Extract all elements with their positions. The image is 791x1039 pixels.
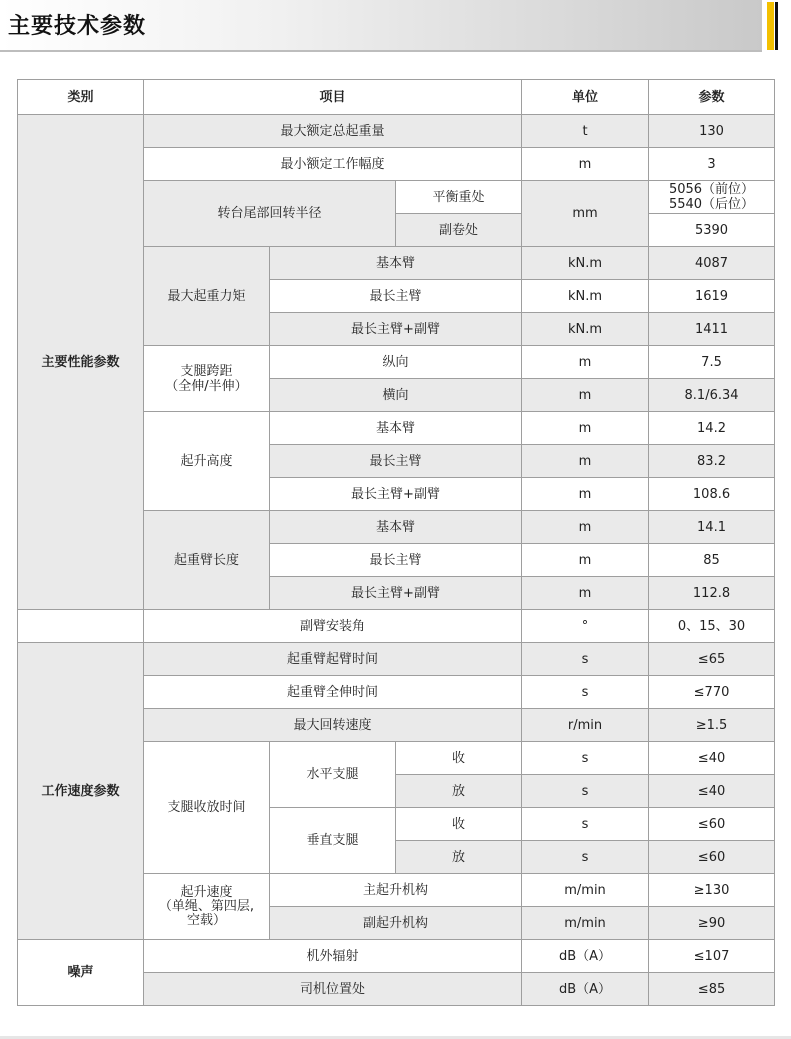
- row-value: 83.2: [649, 445, 775, 478]
- row-item: 最长主臂: [270, 280, 522, 313]
- row-value: 5390: [649, 214, 775, 247]
- row-value: ≤65: [649, 643, 775, 676]
- page-title: 主要技术参数: [8, 14, 147, 39]
- row-value: 5056（前位） 5540（后位）: [649, 181, 775, 214]
- accent-bar: [767, 2, 774, 50]
- row-unit: t: [522, 115, 649, 148]
- group-max-moment: 最大起重力矩: [144, 247, 270, 346]
- row-unit: m: [522, 346, 649, 379]
- row-item: 放: [396, 775, 522, 808]
- row-value: 7.5: [649, 346, 775, 379]
- row-item: 收: [396, 742, 522, 775]
- category-empty: [18, 610, 144, 643]
- group-tail-radius: 转台尾部回转半径: [144, 181, 396, 247]
- header-unit: 单位: [522, 80, 649, 115]
- row-unit: dB（A）: [522, 973, 649, 1006]
- row-value: ≤85: [649, 973, 775, 1006]
- row-item: 司机位置处: [144, 973, 522, 1006]
- row-item: 纵向: [270, 346, 522, 379]
- row-value: 130: [649, 115, 775, 148]
- row-value: ≥90: [649, 907, 775, 940]
- row-item: 平衡重处: [396, 181, 522, 214]
- row-unit: kN.m: [522, 313, 649, 346]
- row-item: 最长主臂: [270, 445, 522, 478]
- row-value: 0、15、30: [649, 610, 775, 643]
- row-unit: m: [522, 478, 649, 511]
- row-item: 机外辐射: [144, 940, 522, 973]
- row-item: 副卷处: [396, 214, 522, 247]
- table-row: [18, 610, 775, 643]
- group-vertical-leg: 垂直支腿: [270, 808, 396, 874]
- category-performance: 主要性能参数: [18, 115, 144, 610]
- category-noise: 噪声: [18, 940, 144, 1006]
- row-unit: mm: [522, 181, 649, 247]
- category-speed: 工作速度参数: [18, 643, 144, 940]
- group-lift-height: 起升高度: [144, 412, 270, 511]
- row-unit: m: [522, 379, 649, 412]
- row-value: 1411: [649, 313, 775, 346]
- row-item: 基本臂: [270, 511, 522, 544]
- header-value: 参数: [649, 80, 775, 115]
- table-row: [18, 643, 775, 676]
- group-horizontal-leg: 水平支腿: [270, 742, 396, 808]
- row-item: 最大回转速度: [144, 709, 522, 742]
- table-row: [18, 115, 775, 148]
- group-hoist-speed: 起升速度 （单绳、第四层, 空载）: [144, 874, 270, 940]
- row-value: ≥130: [649, 874, 775, 907]
- row-item: 最长主臂+副臂: [270, 313, 522, 346]
- row-value: 3: [649, 148, 775, 181]
- row-item: 副臂安装角: [144, 610, 522, 643]
- row-unit: s: [522, 808, 649, 841]
- row-unit: kN.m: [522, 247, 649, 280]
- row-value: ≤40: [649, 742, 775, 775]
- row-unit: m: [522, 445, 649, 478]
- row-unit: r/min: [522, 709, 649, 742]
- group-outrigger-time: 支腿收放时间: [144, 742, 270, 874]
- row-item: 最小额定工作幅度: [144, 148, 522, 181]
- accent-bar-dark: [775, 2, 778, 50]
- group-outrigger-span: 支腿跨距 （全伸/半伸）: [144, 346, 270, 412]
- row-unit: m: [522, 148, 649, 181]
- row-item: 基本臂: [270, 247, 522, 280]
- row-value: ≤40: [649, 775, 775, 808]
- row-item: 副起升机构: [270, 907, 522, 940]
- row-unit: m/min: [522, 907, 649, 940]
- row-item: 最大额定总起重量: [144, 115, 522, 148]
- row-value: 14.2: [649, 412, 775, 445]
- header-category: 类别: [18, 80, 144, 115]
- row-unit: s: [522, 775, 649, 808]
- row-value: ≤60: [649, 808, 775, 841]
- row-item: 基本臂: [270, 412, 522, 445]
- row-value: 8.1/6.34: [649, 379, 775, 412]
- table-row: [18, 940, 775, 973]
- row-value: ≤770: [649, 676, 775, 709]
- row-value: 4087: [649, 247, 775, 280]
- row-item: 放: [396, 841, 522, 874]
- row-item: 最长主臂: [270, 544, 522, 577]
- row-item: 最长主臂+副臂: [270, 478, 522, 511]
- row-unit: dB（A）: [522, 940, 649, 973]
- row-unit: s: [522, 643, 649, 676]
- row-unit: m: [522, 511, 649, 544]
- row-unit: m: [522, 544, 649, 577]
- row-unit: s: [522, 742, 649, 775]
- row-value: ≤60: [649, 841, 775, 874]
- row-unit: °: [522, 610, 649, 643]
- row-item: 横向: [270, 379, 522, 412]
- row-item: 主起升机构: [270, 874, 522, 907]
- row-value: 1619: [649, 280, 775, 313]
- row-item: 起重臂全伸时间: [144, 676, 522, 709]
- row-value: ≥1.5: [649, 709, 775, 742]
- group-boom-length: 起重臂长度: [144, 511, 270, 610]
- row-unit: kN.m: [522, 280, 649, 313]
- row-unit: s: [522, 676, 649, 709]
- row-value: 14.1: [649, 511, 775, 544]
- row-unit: m: [522, 577, 649, 610]
- row-item: 最长主臂+副臂: [270, 577, 522, 610]
- row-unit: m/min: [522, 874, 649, 907]
- page-header: [0, 0, 762, 52]
- row-unit: s: [522, 841, 649, 874]
- row-value: 108.6: [649, 478, 775, 511]
- row-unit: m: [522, 412, 649, 445]
- spec-table: [17, 79, 775, 1006]
- table-header-row: [18, 80, 775, 115]
- row-value: 85: [649, 544, 775, 577]
- row-item: 起重臂起臂时间: [144, 643, 522, 676]
- header-item: 项目: [144, 80, 522, 115]
- row-value: 112.8: [649, 577, 775, 610]
- row-value: ≤107: [649, 940, 775, 973]
- row-item: 收: [396, 808, 522, 841]
